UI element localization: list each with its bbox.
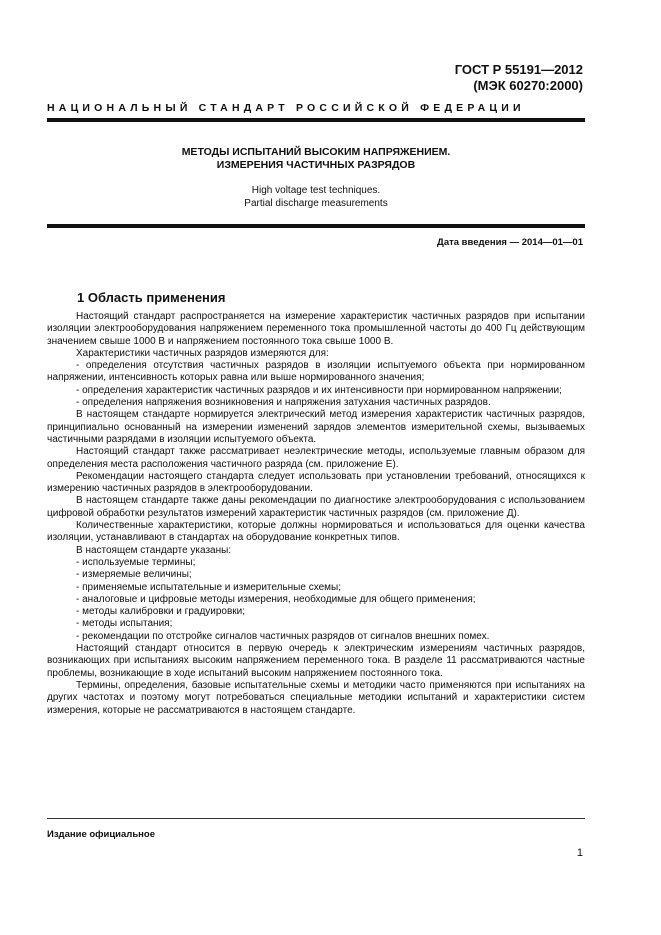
section-heading: 1 Область применения	[77, 290, 226, 305]
list-item: - рекомендации по отстройке сигналов частичных разрядов от сигналов внешних помех.	[76, 630, 490, 642]
section-body	[47, 311, 585, 717]
paragraph: В настоящем стандарте указаны:	[76, 544, 232, 556]
paragraph: В настоящем стандарте нормируется электрический метод измерения характеристик частичных разрядов, принципиально основанный на измерении изменений зарядов элементов измерительной схемы, вызываемых частичными разрядами в изоляции испытуемого объекта.	[47, 409, 585, 445]
list-item: - используемые термины;	[76, 556, 196, 568]
paragraph: Настоящий стандарт относится в первую очередь к электрическим измерениям частичных разрядов, возникающих при испытаниях высоким напряжением переменного тока. В разделе 11 рассматриваются частные проблемы, возникающие в ходе испытаний высоким напряжением постоянного тока.	[47, 643, 585, 679]
paragraph: В настоящем стандарте также даны рекомендации по диагностике электрооборудования с использованием цифровой обработки результатов измерений характеристик частичных разрядов (см. приложение Д).	[47, 495, 585, 519]
list-item: - методы испытания;	[76, 618, 173, 630]
list-item: - применяемые испытательные и измерительные схемы;	[76, 581, 341, 593]
list-item: - определения характеристик частичных разрядов и их интенсивности при нормированном напряжении;	[76, 384, 562, 396]
paragraph: Термины, определения, базовые испытательные схемы и методики часто применяются при испытаниях на других частотах и поэтому могут потребоваться специальные методики испытаний и характеристики систем измерения, которые не рассматриваются в настоящем стандарте.	[47, 679, 585, 716]
list-item: - аналоговые и цифровые методы измерения, необходимые для общего применения;	[76, 593, 476, 605]
introduction-date: Дата введения — 2014—01—01	[437, 237, 583, 248]
edition-label: Издание официальное	[47, 829, 155, 840]
list-item: - измеряемые величины;	[76, 569, 192, 581]
paragraph: Настоящий стандарт распространяется на измерение характеристик частичных разрядов при испытании изоляции электрооборудования напряжением переменного тока промышленной частоты до 400 Гц действующим значением свыше 1000 В и напряжением постоянного тока свыше 1000 В.	[47, 311, 585, 347]
iec-code: (МЭК 60270:2000)	[473, 78, 583, 93]
title-ru-line1: МЕТОДЫ ИСПЫТАНИЙ ВЫСОКИМ НАПРЯЖЕНИЕМ.	[181, 146, 451, 158]
national-standard-banner: НАЦИОНАЛЬНЫЙ СТАНДАРТ РОССИЙСКОЙ ФЕДЕРАЦИИ	[47, 102, 525, 114]
paragraph: Рекомендации настоящего стандарта следует использовать при установлении требований, относящихся к измерению частичных разрядов в электрооборудовании.	[47, 470, 585, 495]
top-rule	[47, 118, 585, 122]
list-item: - методы калибровки и градуировки;	[76, 606, 246, 618]
page-number: 1	[576, 847, 583, 859]
footer-divider	[47, 818, 585, 819]
title-ru-line2: ИЗМЕРЕНИЯ ЧАСТИЧНЫХ РАЗРЯДОВ	[216, 159, 416, 171]
list-item: - определения отсутствия частичных разрядов в изоляции испытуемого объекта при нормированном напряжении, интенсивность которых равна или выше нормированного значения;	[47, 360, 585, 384]
title-en-line2: Partial discharge measurements	[244, 198, 388, 209]
document-code-block	[455, 62, 583, 94]
standard-code: ГОСТ Р 55191—2012	[454, 62, 583, 77]
paragraph: Характеристики частичных разрядов измеряются для:	[76, 347, 329, 359]
title-rule	[47, 224, 585, 228]
paragraph: Количественные характеристики, которые должны нормироваться и использоваться для оценки качества изоляции, устанавливают в стандартах на оборудование конкретных типов.	[47, 520, 585, 544]
title-en-line1: High voltage test techniques.	[251, 185, 381, 196]
list-item: - определения напряжения возникновения и напряжения затухания частичных разрядов.	[76, 397, 491, 409]
paragraph: Настоящий стандарт также рассматривает неэлектрические методы, используемые главным образом для определения места расположения частичного разряда (см. приложение Е).	[47, 446, 585, 470]
